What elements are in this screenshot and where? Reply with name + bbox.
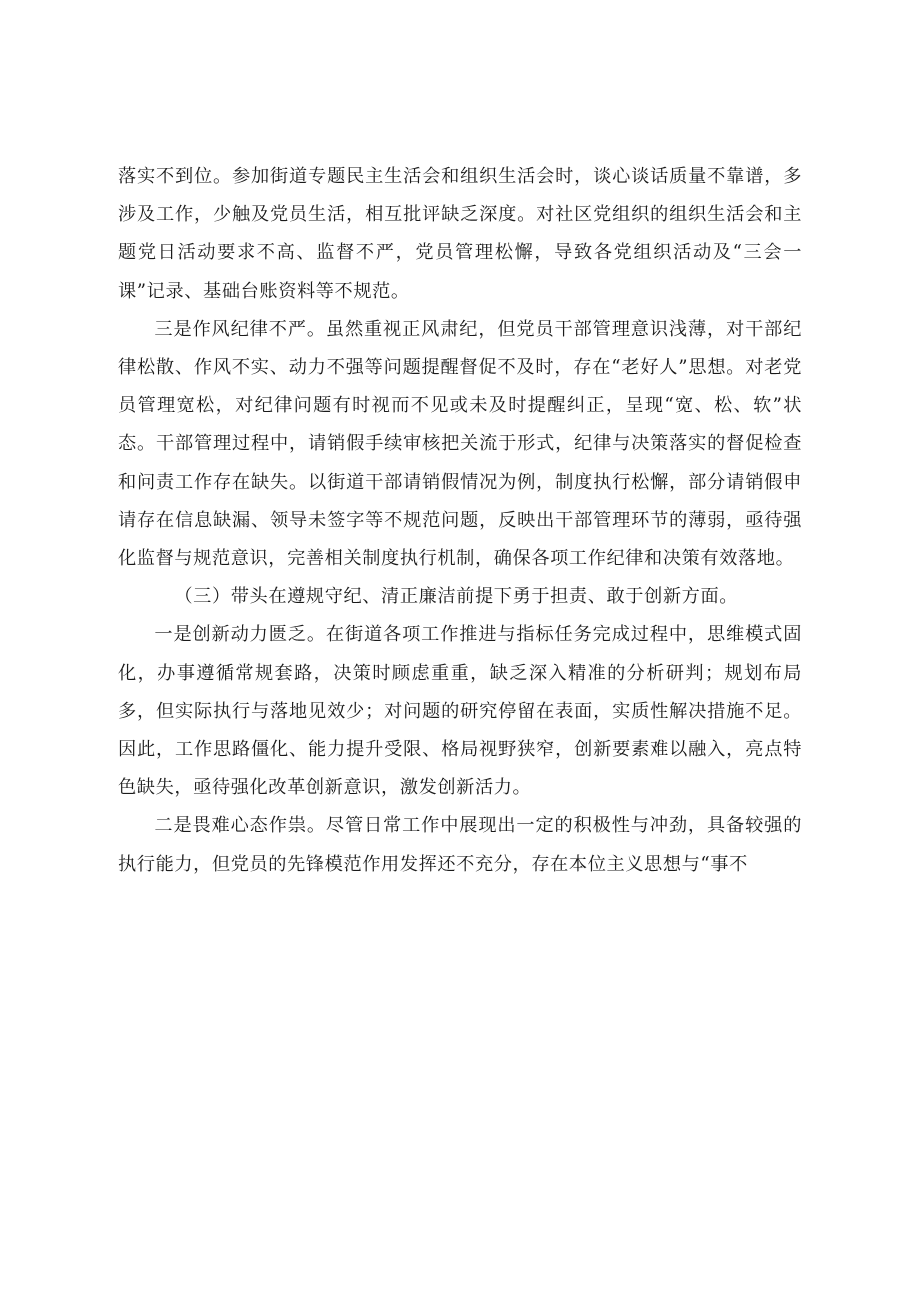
paragraph-difficulty-mindset: 二是畏难心态作祟。尽管日常工作中展现出一定的积极性与冲劲，具备较强的执行能力，但党员的先锋模范作用发挥还不充分，存在本位主义思想与“事不 [118, 815, 802, 875]
document-body [118, 158, 802, 884]
paragraph-continuation: 落实不到位。参加街道专题民主生活会和组织生活会时，谈心谈话质量不靠谱，多涉及工作，少触及党员生活，相互批评缺乏深度。对社区党组织的组织生活会和主题党日活动要求不高、监督不严，党员管理松懈，导致各党组织活动及“三会一课”记录、基础台账资料等不规范。 [118, 166, 802, 302]
section-heading-three: （三）带头在遵规守纪、清正廉洁前提下勇于担责、敢于创新方面。 [174, 586, 739, 608]
paragraph-innovation: 一是创新动力匮乏。在街道各项工作推进与指标任务完成过程中，思维模式固化，办事遵循常规套路，决策时顾虑重重，缺乏深入精准的分析研判；规划布局多，但实际执行与落地见效少；对问题的研究停留在表面，实质性解决措施不足。因此，工作思路僵化、能力提升受限、格局视野狭窄，创新要素难以融入，亮点特色缺失，亟待强化改革创新意识，激发创新活力。 [118, 624, 802, 799]
paragraph-work-discipline: 三是作风纪律不严。虽然重视正风肃纪，但党员干部管理意识浅薄，对干部纪律松散、作风不实、动力不强等问题提醒督促不及时，存在“老好人”思想。对老党员管理宽松，对纪律问题有时视而不见或未及时提醒纠正，呈现“宽、松、软”状态。干部管理过程中，请销假手续审核把关流于形式，纪律与决策落实的督促检查和问责工作存在缺失。以街道干部请销假情况为例，制度执行松懈，部分请销假申请存在信息缺漏、领导未签字等不规范问题，反映出干部管理环节的薄弱，亟待强化监督与规范意识，完善相关制度执行机制，确保各项工作纪律和决策有效落地。 [118, 318, 802, 570]
